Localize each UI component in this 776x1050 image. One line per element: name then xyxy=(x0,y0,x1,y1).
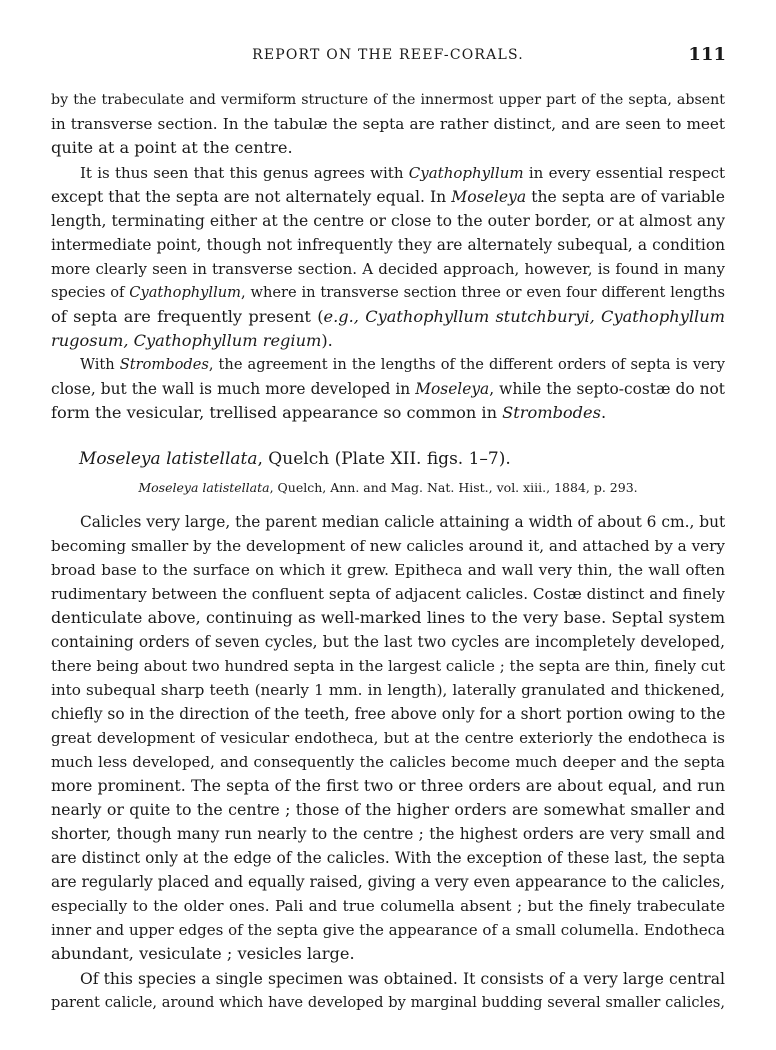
running-title: REPORT ON THE REEF-CORALS. xyxy=(252,47,524,63)
body-line: inner and upper edges of the septa give the appearance of a small columella. Endotheca xyxy=(51,921,725,939)
body-line: Of this species a single specimen was obtained. It consists of a very large central xyxy=(80,970,725,988)
body-line: except that the septa are not alternately equal. In Moseleya the septa are of variable xyxy=(51,188,725,206)
body-line: intermediate point, though not infrequently they are alternately subequal, a condition xyxy=(51,236,725,254)
body-line: there being about two hundred septa in the largest calicle ; the septa are thin, finely cut xyxy=(51,657,725,675)
body-line: close, but the wall is much more developed in Moseleya, while the septo-costæ do not xyxy=(51,380,725,398)
body-line: chiefly so in the direction of the teeth, free above only for a short portion owing to the xyxy=(51,705,726,723)
body-line: becoming smaller by the development of new calicles around it, and attached by a very xyxy=(51,537,725,555)
body-line: With Strombodes, the agreement in the lengths of the different orders of septa is very xyxy=(80,356,725,373)
body-line: It is thus seen that this genus agrees with Cyathophyllum in every essential respect xyxy=(80,164,725,182)
body-line: form the vesicular, trellised appearance so common in Strombodes. xyxy=(51,403,607,422)
species-name: Moseleya latistellata xyxy=(79,449,258,469)
body-line: length, terminating either at the centre or close to the outer border, or at almost any xyxy=(51,212,725,230)
citation-line: Moseleya latistellata, Quelch, Ann. and Mag. Nat. Hist., vol. xiii., 1884, p. 293. xyxy=(138,480,638,495)
body-line: in transverse section. In the tabulæ the septa are rather distinct, and are seen to meet xyxy=(51,115,725,133)
body-line: especially to the older ones. Pali and true columella absent ; but the finely trabeculate xyxy=(51,897,725,915)
body-line: Calicles very large, the parent median calicle attaining a width of about 6 cm., but xyxy=(80,513,726,531)
body-line: of septa are frequently present (e.g., Cyathophyllum stutchburyi, Cyathophyllum xyxy=(51,307,725,326)
body-line: nearly or quite to the centre ; those of the higher orders are somewhat smaller and xyxy=(51,800,725,819)
body-line: are regularly placed and equally raised, giving a very even appearance to the calicles, xyxy=(51,873,725,891)
body-line: containing orders of seven cycles, but the last two cycles are incompletely developed, xyxy=(51,633,725,651)
body-line: rugosum, Cyathophyllum regium). xyxy=(51,331,333,350)
body-line: broad base to the surface on which it grew. Epitheca and wall very thin, the wall often xyxy=(51,561,725,579)
body-line: much less developed, and consequently the calicles become much deeper and the septa xyxy=(51,753,725,771)
body-line: abundant, vesiculate ; vesicles large. xyxy=(51,944,355,963)
body-line: parent calicle, around which have developed by marginal budding several smaller calicles, xyxy=(51,994,725,1011)
body-line: quite at a point at the centre. xyxy=(51,138,293,157)
body-line: denticulate above, continuing as well-marked lines to the very base. Septal system xyxy=(51,608,725,627)
species-heading: Moseleya latistellata, Quelch (Plate XII. figs. 1–7). xyxy=(79,449,511,469)
body-line: shorter, though many run nearly to the centre ; the highest orders are very small and xyxy=(51,825,725,843)
running-header xyxy=(50,44,726,68)
body-line: species of Cyathophyllum, where in transverse section three or even four different lengths xyxy=(51,284,725,301)
body-line: are distinct only at the edge of the calicles. With the exception of these last, the septa xyxy=(51,849,725,867)
body-line: rudimentary between the confluent septa of adjacent calicles. Costæ distinct and finely xyxy=(51,585,725,603)
page-number: 111 xyxy=(688,44,726,65)
body-line: by the trabeculate and vermiform structure of the innermost upper part of the septa, absent xyxy=(51,92,725,108)
body-line: more prominent. The septa of the first two or three orders are about equal, and run xyxy=(51,776,725,795)
body-line: great development of vesicular endotheca, but at the centre exteriorly the endotheca is xyxy=(51,729,725,747)
body-line: into subequal sharp teeth (nearly 1 mm. in length), laterally granulated and thickened, xyxy=(51,681,725,699)
body-line: more clearly seen in transverse section. A decided approach, however, is found in many xyxy=(51,260,725,278)
